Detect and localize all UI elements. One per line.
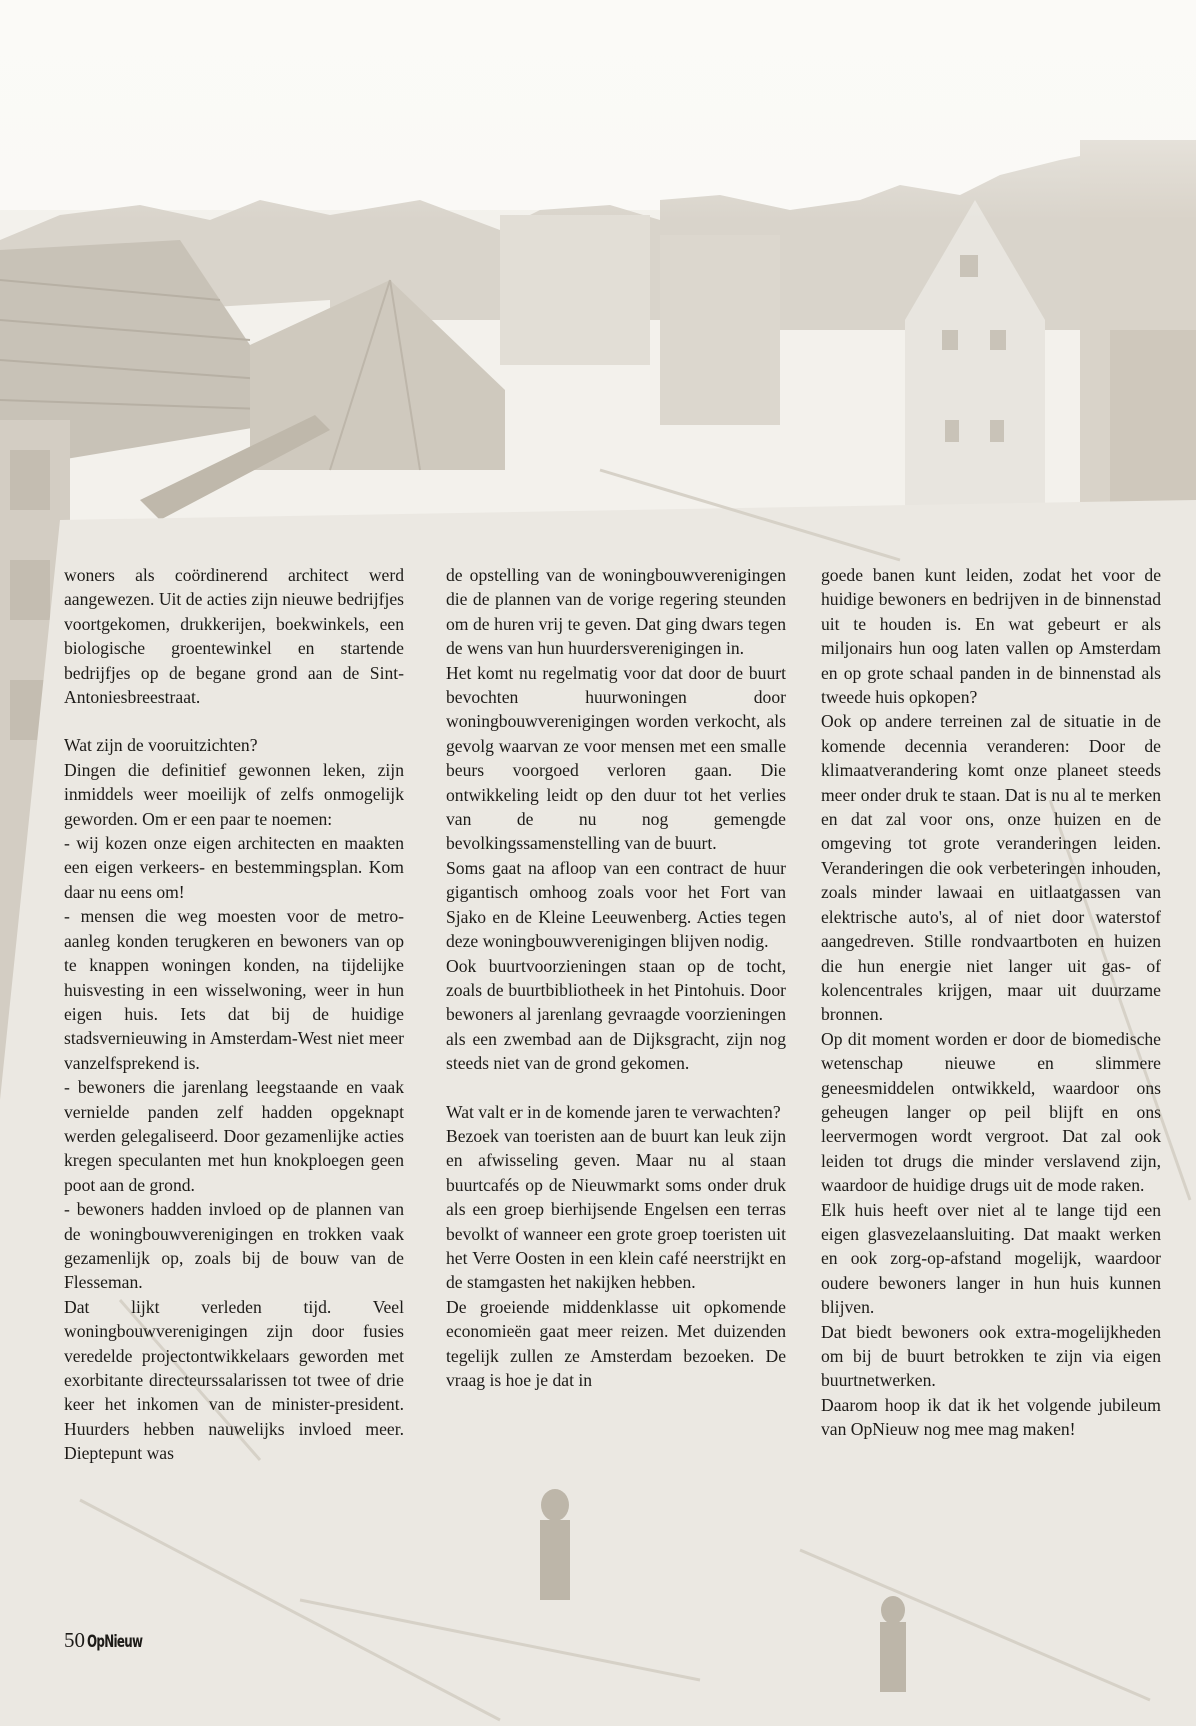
article-column-2 xyxy=(446,563,786,1392)
paragraph: Ook op andere terreinen zal de situatie in de komende decennia veranderen: Door de klimaatverandering komt onze planeet steeds meer onder druk te staan. Dat is nu al te merken en dat zal voor ons, onze huizen en de omgeving tot grote veranderingen leiden. Veranderingen die ook verbeteringen inhouden, zoals minder lawaai en uitlaatgassen van elektrische auto's, al of niet door waterstof aangedreven. Stille rondvaartboten en huizen die hun energie niet langer uit gas- of kolencentrales krijgen, maar uit duurzame bronnen. xyxy=(821,711,1161,1025)
article-column-1 xyxy=(64,563,404,1466)
article-column-3 xyxy=(821,563,1161,1442)
paragraph: de opstelling van de woningbouwverenigingen die de plannen van de vorige regering steunden om de huren vrij te geven. Dat ging dwars tegen de wens van hun huurdersverenigingen in. xyxy=(446,565,786,659)
paragraph: Dingen die definitief gewonnen leken, zijn inmiddels weer moeilijk of zelfs onmogelijk geworden. Om er een paar te noemen: xyxy=(64,759,404,829)
page-number: 50 xyxy=(64,1628,85,1652)
list-item: - mensen die weg moesten voor de metro-aanleg konden terugkeren en bewoners van op te knappen woningen konden, na tijdelijke huisvesting in een wisselwoning, weer in hun eigen huis. Iets dat bij de huidige stadsvernieuwing in Amsterdam-West niet meer vanzelfsprekend is. xyxy=(64,906,404,1073)
paragraph: Elk huis heeft over niet al te lange tijd een eigen glasvezelaansluiting. Dat maakt werken en ook zorg-op-afstand mogelijk, waardoor oudere bewoners langer in hun huis kunnen blijven. xyxy=(821,1199,1161,1318)
subheading: Wat valt er in de komende jaren te verwachten? xyxy=(446,1101,781,1122)
paragraph: goede banen kunt leiden, zodat het voor de huidige bewoners en bedrijven in de binnenstad uit te houden is. En wat gebeurt er als miljonairs hun oog laten vallen op Amsterdam en op grote schaal panden in de binnenstad als tweede huis opkopen? xyxy=(821,565,1161,708)
magazine-name: OpNieuw xyxy=(87,1632,143,1652)
paragraph: Daarom hoop ik dat ik het volgende jubileum van OpNieuw nog mee mag maken! xyxy=(821,1394,1161,1440)
subheading: Wat zijn de vooruitzichten? xyxy=(64,735,258,756)
paragraph: Dat lijkt verleden tijd. Veel woningbouwverenigingen zijn door fusies veredelde projectontwikkelaars geworden met exorbitante directeurssalarissen tot twee of drie keer het inkomen van de minister-president. Huurders hebben nauwelijks invloed meer. Dieptepunt was xyxy=(64,1296,404,1464)
paragraph: Dat biedt bewoners ook extra-mogelijkheden om bij de buurt betrokken te zijn via eigen buurtnetwerken. xyxy=(821,1321,1161,1391)
list-item: - bewoners hadden invloed op de plannen van de woningbouwverenigingen en trokken vaak gezamenlijk op, zoals bij de bouw van de Flesseman. xyxy=(64,1199,404,1293)
paragraph: Het komt nu regelmatig voor dat door de buurt bevochten huurwoningen door woningbouwverenigingen worden verkocht, als gevolg waarvan ze voor mensen met een smalle beurs voorgoed verloren gaan. Die ontwikkeling leidt op den duur tot het verlies van de nu nog gemengde bevolkingssamenstelling van de buurt. xyxy=(446,662,786,854)
list-item: - bewoners die jarenlang leegstaande en vaak vernielde panden zelf hadden opgeknapt werden gelegaliseerd. Door gezamenlijke acties kregen speculanten met hun knokploegen geen poot aan de grond. xyxy=(64,1077,404,1195)
paragraph: Bezoek van toeristen aan de buurt kan leuk zijn en afwisseling geven. Maar nu al staan buurtcafés op de Nieuwmarkt soms onder druk als een groep bierhijsende Engelsen een terras bevolkt of wanneer een grote groep toeristen uit het Verre Oosten in een klein café neerstrijkt en de stamgasten het nakijken hebben. xyxy=(446,1125,786,1293)
page-footer xyxy=(64,1628,166,1658)
paragraph: Soms gaat na afloop van een contract de huur gigantisch omhoog zoals voor het Fort van Sjako en de Kleine Leeuwenberg. Acties tegen deze woningbouwverenigingen blijven nodig. xyxy=(446,857,786,952)
paragraph: Op dit moment worden er door de biomedische wetenschap nieuwe en slimmere geneesmiddelen ontwikkeld, waardoor ons geheugen langer op peil blijft en ons leervermogen wordt vergroot. Dat zal ook leiden tot drugs die minder verslavend zijn, waardoor de huidige drugs uit de mode raken. xyxy=(821,1028,1161,1196)
photo-fade xyxy=(0,0,1196,220)
paragraph: De groeiende middenklasse uit opkomende economieën gaat meer reizen. Met duizenden tegelijk zullen ze Amsterdam bezoeken. De vraag is hoe je dat in xyxy=(446,1296,786,1390)
article-body xyxy=(64,563,1182,1593)
paragraph: Ook buurtvoorzieningen staan op de tocht, zoals de buurtbibliotheek in het Pintohuis. Door bewoners al jarenlang gevraagde voorzieningen als een zwembad aan de Dijksgracht, zijn nog steeds niet van de grond gekomen. xyxy=(446,955,786,1074)
list-item: - wij kozen onze eigen architecten en maakten een eigen verkeers- en bestemmingsplan. Kom daar nu eens om! xyxy=(64,833,404,902)
paragraph: woners als coördinerend architect werd aangewezen. Uit de acties zijn nieuwe bedrijfjes voortgekomen, drukkerijen, boekwinkels, een biologische groentewinkel en startende bedrijfjes op de begane grond aan de Sint-Antoniesbreestraat. xyxy=(64,565,404,708)
